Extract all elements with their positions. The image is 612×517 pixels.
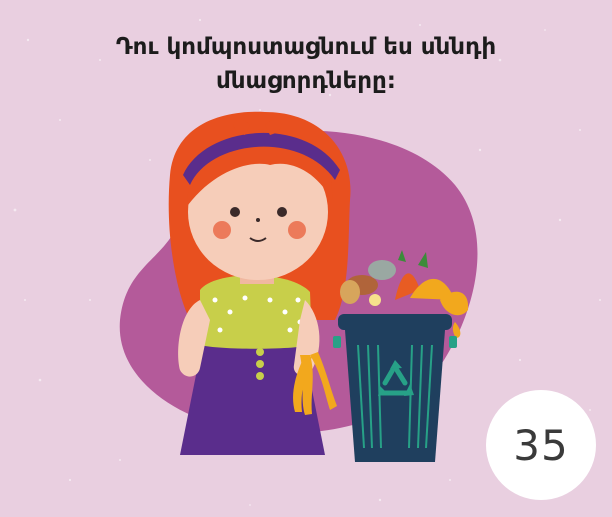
page-number: 35 bbox=[513, 420, 569, 470]
caption-line-2: մնացորդները: bbox=[215, 68, 397, 94]
caption-line-1: Դու կոմպոստացնում ես սննդի bbox=[115, 34, 497, 60]
page-number-badge bbox=[486, 390, 596, 500]
bin-lid bbox=[338, 314, 452, 330]
blouse bbox=[200, 275, 312, 349]
dress-buttons bbox=[256, 348, 264, 380]
